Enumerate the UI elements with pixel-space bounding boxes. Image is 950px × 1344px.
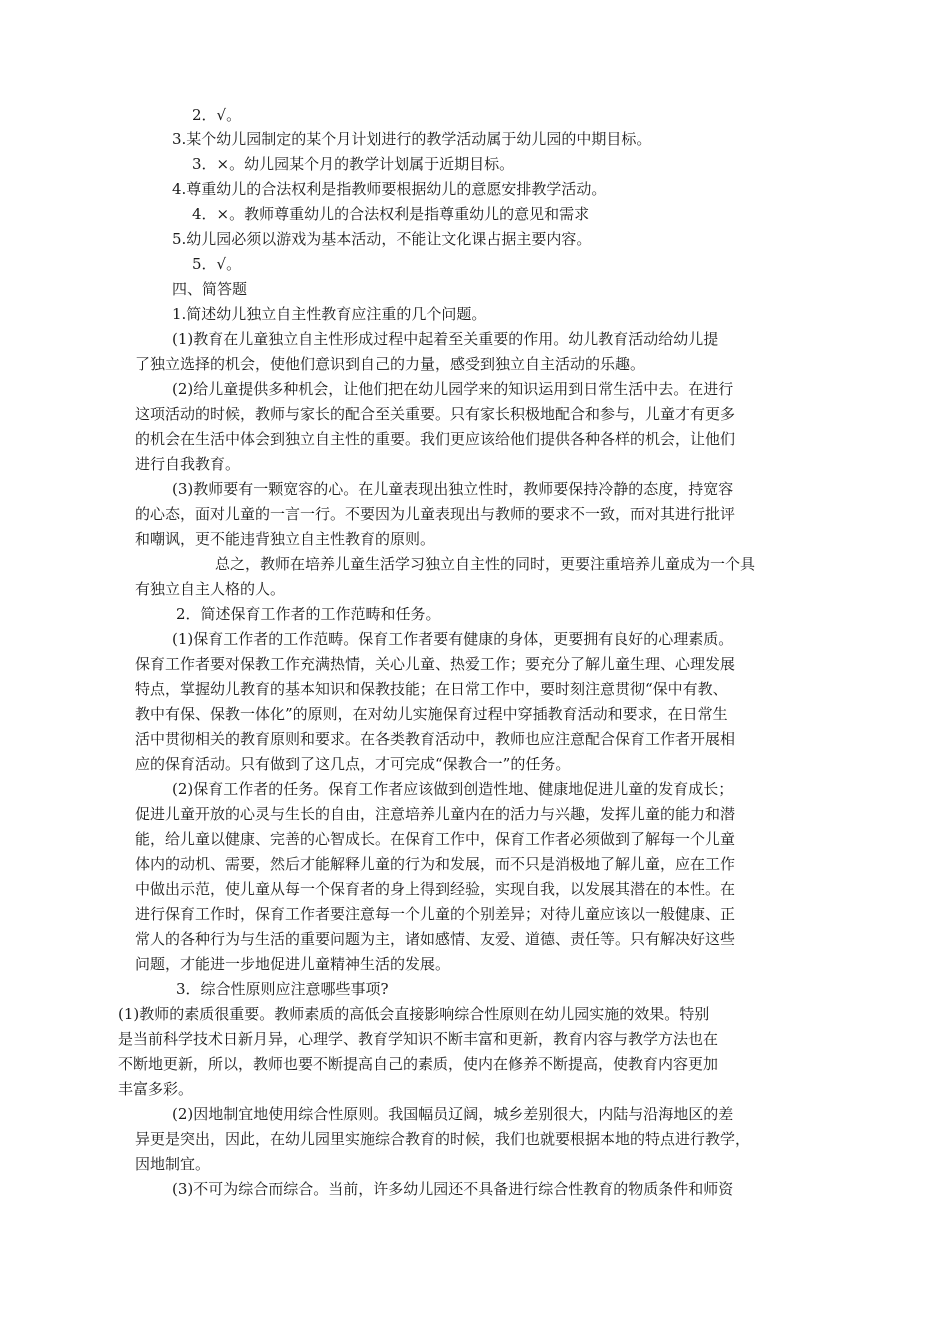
- question-3: 3.某个幼儿园制定的某个月计划进行的教学活动属于幼儿园的中期目标。: [172, 130, 652, 148]
- question-heading: 3．综合性原则应注意哪些事项?: [176, 980, 389, 998]
- paragraph-line: 了独立选择的机会，使他们意识到自己的力量，感受到独立自主活动的乐趣。: [135, 355, 646, 373]
- paragraph-line: 这项活动的时候，教师与家长的配合至关重要。只有家长积极地配合和参与，儿童才有更多: [135, 405, 736, 423]
- answer-3: 3．×。幼儿园某个月的教学计划属于近期目标。: [192, 155, 515, 173]
- paragraph-line: 特点，掌握幼儿教育的基本知识和保教技能；在日常工作中，要时刻注意贯彻“保中有教、: [135, 680, 728, 698]
- paragraph-line: 的机会在生活中体会到独立自主性的重要。我们更应该给他们提供各种各样的机会，让他们: [135, 430, 736, 448]
- paragraph-line: (1)教育在儿童独立自主性形成过程中起着至关重要的作用。幼儿教育活动给幼儿提: [172, 330, 719, 348]
- paragraph-line: 应的保育活动。只有做到了这几点，才可完成“保教合一”的任务。: [135, 755, 571, 773]
- paragraph-line: 异更是突出，因此，在幼儿园里实施综合教育的时候，我们也就要根据本地的特点进行教学，: [135, 1130, 751, 1148]
- paragraph-line: (1)保育工作者的工作范畴。保育工作者要有健康的身体，更要拥有良好的心理素质。: [172, 630, 734, 648]
- paragraph-line: (2)因地制宜地使用综合性原则。我国幅员辽阔，城乡差别很大，内陆与沿海地区的差: [172, 1105, 734, 1123]
- answer-2: 2．√。: [192, 106, 242, 124]
- paragraph-line: 是当前科学技术日新月异，心理学、教育学知识不断丰富和更新，教育内容与教学方法也在: [118, 1030, 719, 1048]
- question-heading: 2．简述保育工作者的工作范畴和任务。: [176, 605, 441, 623]
- paragraph-line: (3)教师要有一颗宽容的心。在儿童表现出独立性时，教师要保持冷静的态度，持宽容: [172, 480, 734, 498]
- paragraph-line: (1)教师的素质很重要。教师素质的高低会直接影响综合性原则在幼儿园实施的效果。特别: [118, 1005, 710, 1023]
- paragraph-line: 教中有保、保教一体化”的原则，在对幼儿实施保育过程中穿插教育活动和要求，在日常生: [135, 705, 728, 723]
- paragraph-line: 问题，才能进一步地促进儿童精神生活的发展。: [135, 955, 451, 973]
- question-5: 5.幼儿园必须以游戏为基本活动，不能让文化课占据主要内容。: [172, 230, 592, 248]
- paragraph-line: 保育工作者要对保教工作充满热情，关心儿童、热爱工作；要充分了解儿童生理、心理发展: [135, 655, 736, 673]
- paragraph-line: (2)给儿童提供多种机会，让他们把在幼儿园学来的知识运用到日常生活中去。在进行: [172, 380, 734, 398]
- paragraph-line: 和嘲讽，更不能违背独立自主性教育的原则。: [135, 530, 436, 548]
- paragraph-line: 活中贯彻相关的教育原则和要求。在各类教育活动中，教师也应注意配合保育工作者开展相: [135, 730, 736, 748]
- section-heading: 四、简答题: [172, 280, 248, 298]
- answer-5: 5．√。: [192, 255, 242, 273]
- paragraph-line: 中做出示范，使儿童从每一个保育者的身上得到经验，实现自我，以发展其潜在的本性。在: [135, 880, 736, 898]
- question-heading: 1.简述幼儿独立自主性教育应注重的几个问题。: [172, 305, 487, 323]
- paragraph-line: 的心态，面对儿童的一言一行。不要因为儿童表现出与教师的要求不一致，而对其进行批评: [135, 505, 736, 523]
- paragraph-line: 促进儿童开放的心灵与生长的自由，注意培养儿童内在的活力与兴趣，发挥儿童的能力和潜: [135, 805, 736, 823]
- paragraph-line: 不断地更新，所以，教师也要不断提高自己的素质，使内在修养不断提高，使教育内容更加: [118, 1055, 719, 1073]
- paragraph-line: 进行保育工作时，保育工作者要注意每一个儿童的个别差异；对待儿童应该以一般健康、正: [135, 905, 736, 923]
- question-4: 4.尊重幼儿的合法权利是指教师要根据幼儿的意愿安排教学活动。: [172, 180, 607, 198]
- paragraph-line: 丰富多彩。: [118, 1080, 194, 1098]
- paragraph-line: 进行自我教育。: [135, 455, 241, 473]
- paragraph-line: 有独立自主人格的人。: [135, 580, 286, 598]
- answer-4: 4．×。教师尊重幼儿的合法权利是指尊重幼儿的意见和需求: [192, 205, 590, 223]
- paragraph-line: 总之，教师在培养儿童生活学习独立自主性的同时，更要注重培养儿童成为一个具: [215, 555, 756, 573]
- paragraph-line: (3)不可为综合而综合。当前，许多幼儿园还不具备进行综合性教育的物质条件和师资: [172, 1180, 734, 1198]
- paragraph-line: 常人的各种行为与生活的重要问题为主，诸如感情、友爱、道德、责任等。只有解决好这些: [135, 930, 736, 948]
- paragraph-line: 能，给儿童以健康、完善的心智成长。在保育工作中，保育工作者必须做到了解每一个儿童: [135, 830, 736, 848]
- paragraph-line: 体内的动机、需要，然后才能解释儿童的行为和发展，而不只是消极地了解儿童，应在工作: [135, 855, 736, 873]
- paragraph-line: 因地制宜。: [135, 1155, 211, 1173]
- paragraph-line: (2)保育工作者的任务。保育工作者应该做到创造性地、健康地促进儿童的发育成长；: [172, 780, 734, 798]
